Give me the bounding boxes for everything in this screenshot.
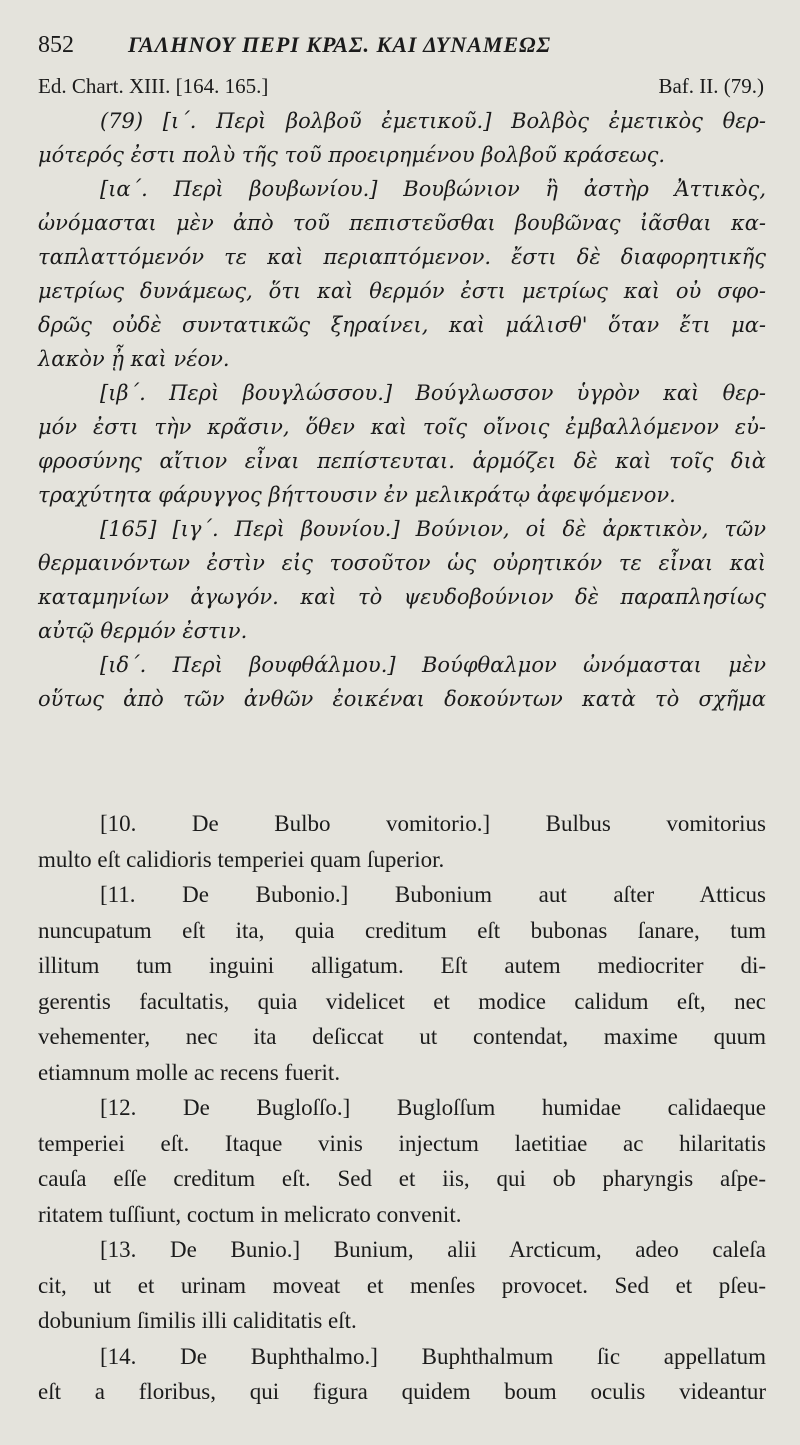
greek-paragraph [38,172,766,376]
text-line: multo eſt calidioris temperiei quam ſuperior. [38,846,445,872]
text-line: cauſa eſſe creditum eſt. Sed et iis, qui ob pharyngis aſpe- [38,1166,766,1191]
text-line: [12. De Bugloſſo.] Bugloſſum humidae calidaeque [100,1095,766,1120]
latin-paragraph [38,1090,766,1232]
text-line: ritatem tuſſiunt, coctum in melicrato convenit. [38,1201,462,1227]
text-line: οὕτως ἀπὸ τῶν ἀνθῶν ἐοικέναι δοκούντων κατὰ τὸ σχῆμα [38,687,766,711]
greek-text-block [38,104,766,716]
page-number: 852 [38,32,74,58]
text-line: ὠνόμασται μὲν ἀπὸ τοῦ πεπιστεῦσθαι βουβῶνας ἰᾶσθαι κα- [38,211,766,235]
text-line: [11. De Bubonio.] Bubonium aut aſter Atticus [100,882,766,907]
greek-paragraph [38,648,766,716]
text-line: καταμηνίων ἀγωγόν. καὶ τὸ ψευδοβούνιον δὲ παραπλησίως [38,585,766,609]
text-line: [14. De Buphthalmo.] Buphthalmum ſic appellatum [100,1343,766,1369]
page-header [38,28,766,68]
text-line: dobunium ſimilis illi caliditatis eſt. [38,1308,357,1333]
text-line: temperiei eſt. Itaque vinis injectum laetitiae ac hilaritatis [38,1130,766,1156]
text-line: cit, ut et urinam moveat et menſes provocet. Sed et pſeu- [38,1272,766,1298]
latin-paragraph [38,806,766,877]
text-line: φροσύνης αἴτιον εἶναι πεπίστευται. ἁρμόζει δὲ καὶ τοῖς διὰ [38,449,766,473]
text-line: ταπλαττόμενόν τε καὶ περιαπτόμενον. ἔστι δὲ διαφορητικῆς [38,245,766,269]
text-line: τραχύτητα φάρυγγος βήττουσιν ἐν μελικράτῳ ἀφεψόμενον. [38,483,676,507]
text-line: etiamnum molle ac recens fuerit. [38,1059,341,1085]
text-line: αὐτῷ θερμόν ἐστιν. [38,619,248,643]
text-line: vehementer, nec ita deſiccat ut contendat, maxime quum [38,1024,766,1049]
text-line: [ιδ΄. Περὶ βουφθάλμου.] Βούφθαλμον ὠνόμασται μὲν [100,653,766,677]
latin-text-block [38,806,766,1410]
edition-reference-left: Ed. Chart. XIII. [164. 165.] [38,74,269,98]
text-line: nuncupatum eſt ita, quia creditum eſt bubonas ſanare, tum [38,917,766,943]
edition-reference-right: Baf. II. (79.) [658,74,764,98]
text-line: μετρίως δυνάμεως, ὅτι καὶ θερμόν ἐστι μετρίως καὶ οὐ σφο- [38,279,766,303]
text-line: gerentis facultatis, quia videlicet et modice calidum eſt, nec [38,988,766,1014]
text-line: μόν ἐστι τὴν κρᾶσιν, ὅθεν καὶ τοῖς οἴνοις ἐμβαλλόμενον εὐ- [38,415,766,439]
greek-paragraph [38,376,766,512]
text-line: μότερός ἐστι πολὺ τῆς τοῦ προειρημένου βολβοῦ κράσεως. [38,143,666,167]
text-line: [165] [ιγ΄. Περὶ βουνίου.] Βούνιον, οἱ δὲ ἀρκτικὸν, τῶν [100,517,766,541]
running-title: ΓΑΛΗΝΟΥ ΠΕΡΙ ΚΡΑΣ. ΚΑΙ ΔΥΝΑΜΕΩΣ [128,32,552,57]
text-line: λακὸν ᾖ καὶ νέον. [38,347,230,371]
greek-paragraph [38,512,766,648]
latin-paragraph [38,1232,766,1339]
text-line: [13. De Bunio.] Bunium, alii Arcticum, adeo caleſa [100,1237,766,1262]
greek-paragraph [38,104,766,172]
text-line: θερμαινόντων ἐστὶν εἰς τοσοῦτον ὡς οὐρητικόν τε εἶναι καὶ [38,551,766,575]
text-line: eſt a floribus, qui figura quidem boum oculis videantur [38,1379,766,1404]
text-line: [ιβ΄. Περὶ βουγλώσσου.] Βούγλωσσον ὑγρὸν καὶ θερ- [100,381,766,405]
latin-paragraph [38,1339,766,1410]
text-line: (79) [ι΄. Περὶ βολβοῦ ἐμετικοῦ.] Βολβὸς ἐμετικὸς θερ- [100,109,766,133]
text-line: [10. De Bulbo vomitorio.] Bulbus vomitorius [100,811,766,836]
text-line: δρῶς οὐδὲ συντατικῶς ξηραίνει, καὶ μάλισθ' ὅταν ἔτι μα- [38,313,766,337]
text-line: [ια΄. Περὶ βουβωνίου.] Βουβώνιον ἢ ἀστὴρ Ἀττικὸς, [100,177,766,201]
latin-paragraph [38,877,766,1090]
text-line: illitum tum inguini alligatum. Eſt autem mediocriter di- [38,953,766,978]
